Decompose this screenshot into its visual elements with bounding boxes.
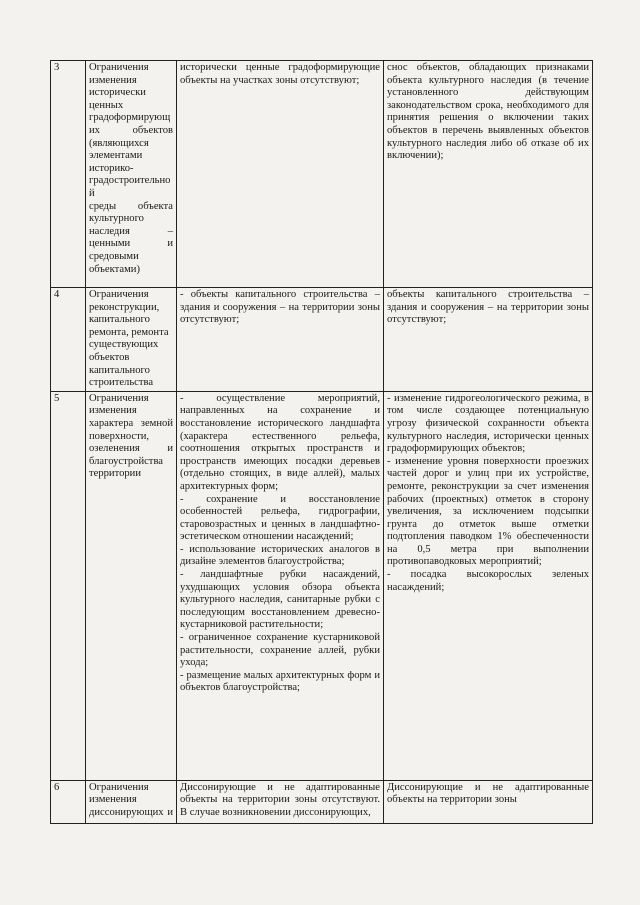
name-line: объектов	[89, 351, 130, 363]
name-line: наследия –	[89, 225, 173, 237]
regulation-item: - использование исторических аналогов в дизайне элементов благоустройства;	[180, 543, 380, 568]
name-line: среды объекта	[89, 200, 173, 212]
row-number: 6	[51, 780, 86, 823]
name-line: градостроительной	[89, 175, 171, 199]
name-line: строительства	[89, 377, 154, 389]
regulation-item: - сохранение и восстановление особенностей рельефа, гидрографии, старовозрастных и ценных в ландшафтно-эстетическом отношении насаждений;	[180, 493, 380, 543]
row-number: 5	[51, 391, 86, 780]
name-line: поверхности,	[89, 430, 150, 442]
prohibitions-cell: объекты капитального строительства – здания и сооружения – на территории зоны отсутствуют;	[384, 288, 593, 392]
name-line: ценными и	[89, 238, 173, 250]
prohibition-item: - изменение уровня поверхности проезжих частей дорог и улиц при их устройстве, ремонте, реконструкции за счет изменения рабочих (проектных) отметок в сторону увеличения, за исключением подсыпки грунта до отметок выше отметки подтопления паводком 1% обеспеченности на 0,5 метра при выполнении противопаводковых мероприятий;	[387, 455, 589, 568]
row-number: 3	[51, 61, 86, 288]
table-row	[51, 61, 593, 288]
name-line: изменения	[89, 74, 137, 86]
regulations-cell	[177, 391, 384, 780]
name-line: элементами	[89, 150, 143, 162]
table-row	[51, 288, 593, 392]
prohibitions-cell: Диссонирующие и не адаптированные объекты на территории зоны	[384, 780, 593, 823]
restriction-name	[86, 61, 177, 288]
row-number: 4	[51, 288, 86, 392]
regulations-cell: Диссонирующие и не адаптированные объекты на территории зоны отсутствуют. В случае возникновении диссонирующих,	[177, 780, 384, 823]
name-line: существующих	[89, 339, 159, 351]
name-line: культурного	[89, 213, 144, 225]
regulations-cell: исторически ценные градоформирующие объекты на участках зоны отсутствуют;	[177, 61, 384, 288]
name-line: Ограничения	[89, 392, 149, 404]
regulations-cell: - объекты капитального строительства – здания и сооружения – на территории зоны отсутствуют;	[177, 288, 384, 392]
name-line: капитального	[89, 314, 150, 326]
name-line: ценных	[89, 99, 124, 111]
prohibition-item: - изменение гидрогеологического режима, в том числе создающее потенциальную угрозу физической сохранности объекта культурного наследия, исторически ценных градоформирующих объектов;	[387, 392, 589, 455]
name-line: капитального	[89, 364, 150, 376]
name-line: исторически	[89, 87, 146, 99]
name-line: ремонта, ремонта	[89, 326, 169, 338]
table-row	[51, 780, 593, 823]
restrictions-table	[50, 60, 593, 824]
name-line: диссонирующих и	[89, 806, 173, 818]
name-line: реконструкции,	[89, 301, 160, 313]
name-line: их объектов	[89, 124, 173, 136]
regulation-item: - осуществление мероприятий, направленных на сохранение и восстановление исторического ландшафта (характера естественного рельефа, соотношения открытых пространств и пространств имеющих посадки деревьев (отдельно стоящих, в виде аллей), малых архитектурных форм;	[180, 392, 380, 492]
name-line: Ограничения	[89, 289, 149, 300]
table-row	[51, 391, 593, 780]
name-line: Ограничения	[89, 781, 149, 793]
name-line: благоустройства	[89, 455, 164, 467]
name-line: характера земной	[89, 417, 173, 429]
name-line: изменения	[89, 794, 137, 806]
prohibitions-cell	[384, 391, 593, 780]
prohibition-item: - посадка высокорослых зеленых насаждений;	[387, 569, 589, 593]
restriction-name	[86, 288, 177, 392]
name-line: изменения	[89, 405, 137, 417]
restriction-name	[86, 391, 177, 780]
regulation-item: - ландшафтные рубки насаждений, ухудшающих условия обзора объекта культурного наследия, санитарные рубки с последующим восстановлением древесно-кустарниковой растительности;	[180, 569, 380, 631]
name-line: озеленения и	[89, 443, 173, 455]
restriction-name	[86, 780, 177, 823]
regulation-item: - размещение малых архитектурных форм и объектов благоустройства;	[180, 669, 380, 694]
name-line: территории	[89, 468, 142, 480]
name-line: Ограничения	[89, 62, 149, 73]
name-line: средовыми	[89, 250, 139, 262]
name-line: градоформирующ	[89, 112, 171, 124]
name-line: объектами)	[89, 263, 140, 275]
name-line: (являющихся	[89, 137, 149, 149]
prohibitions-cell: снос объектов, обладающих признаками объекта культурного наследия (в течение установленного действующим законодательством срока, необходимого для принятия решения о включении таких объектов в перечень выявленных объектов культурного наследия либо об отказе об их включении);	[384, 61, 593, 288]
name-line: историко-	[89, 162, 134, 174]
regulation-item: - ограниченное сохранение кустарниковой растительности, сохранение аллей, рубки ухода;	[180, 632, 380, 669]
